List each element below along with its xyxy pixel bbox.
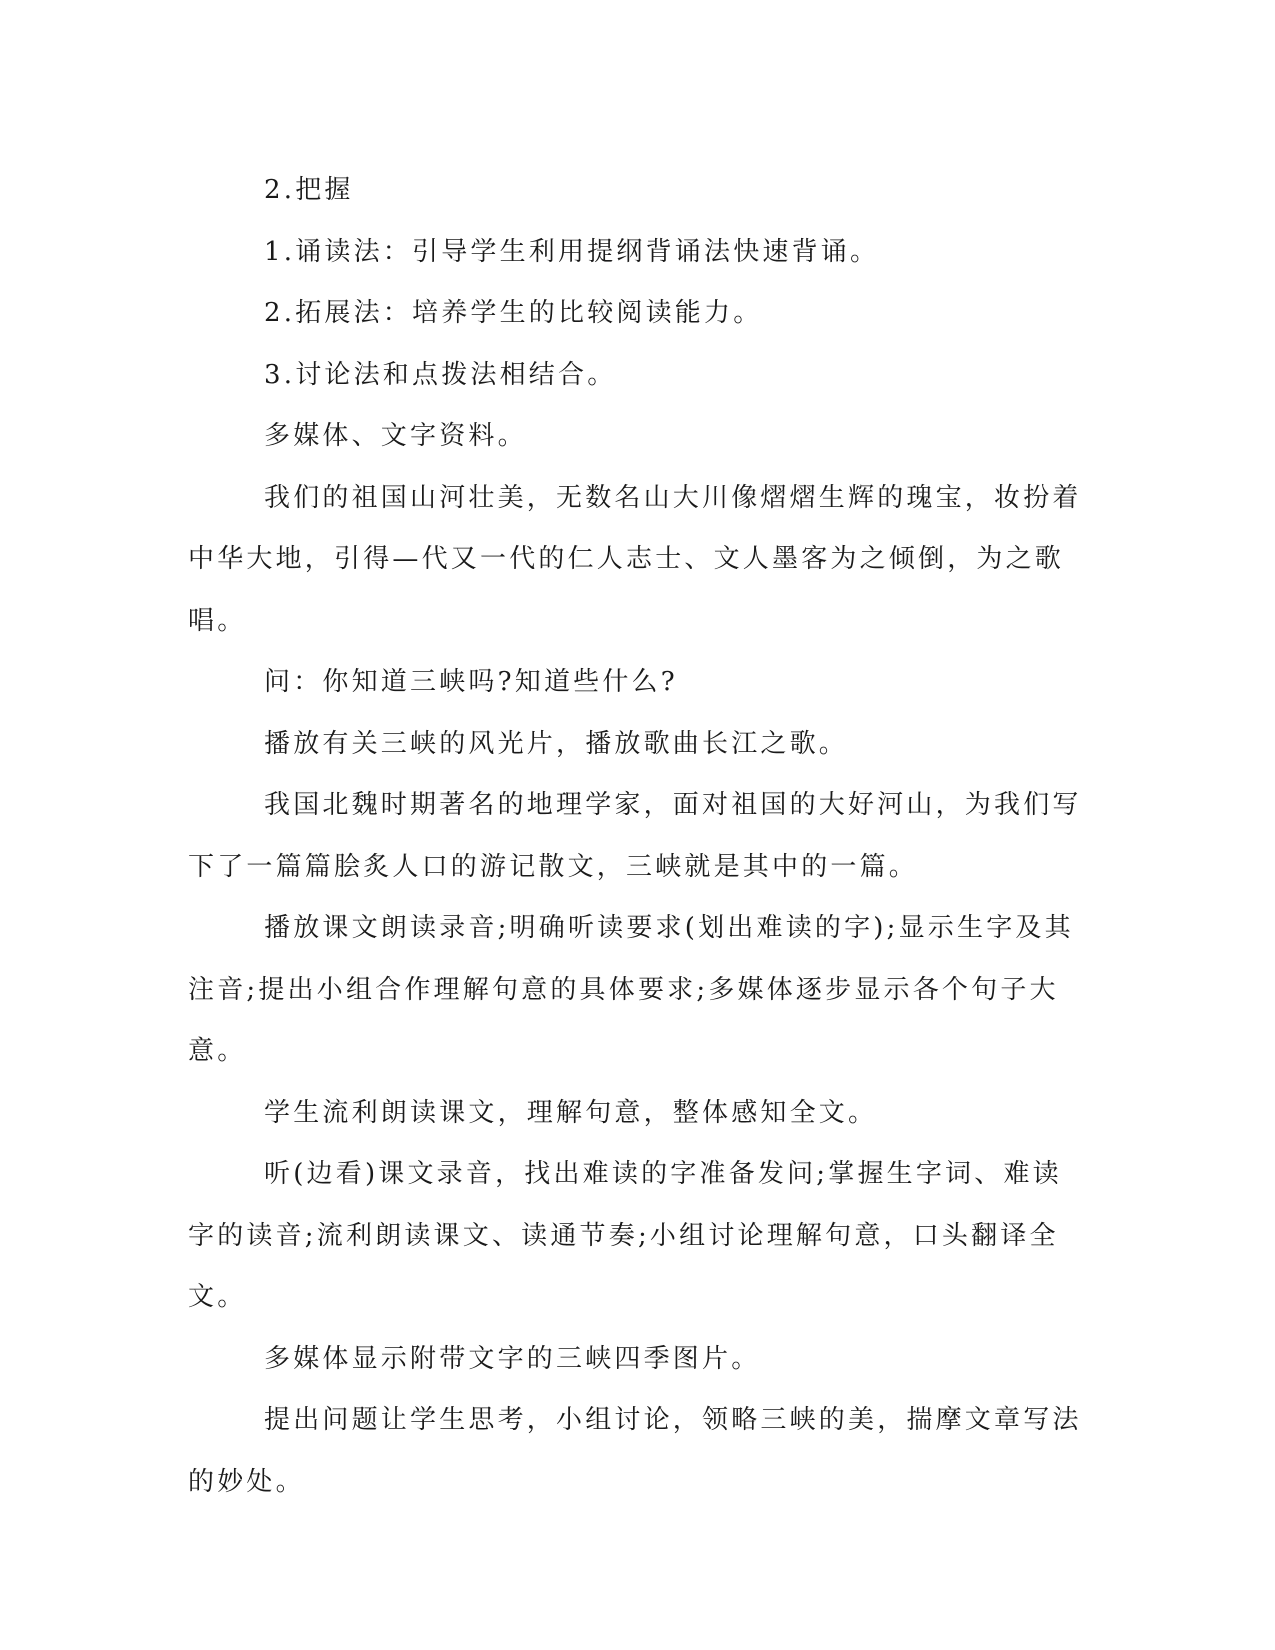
paragraph-heading: 2.把握 (264, 175, 354, 205)
paragraph: 提出问题让学生思考，小组讨论，领略三峡的美，揣摩文章写法的妙处。 (188, 1405, 1082, 1497)
paragraph: 听(边看)课文录音，找出难读的字准备发问;掌握生字词、难读字的读音;流利朗读课文、读通节奏;小组讨论理解句意，口头翻译全文。 (188, 1159, 1062, 1312)
paragraph: 播放课文朗读录音;明确听读要求(划出难读的字);显示生字及其注音;提出小组合作理解句意的具体要求;多媒体逐步显示各个句子大意。 (188, 913, 1074, 1066)
paragraph: 播放有关三峡的风光片，播放歌曲长江之歌。 (264, 728, 849, 759)
paragraph: 2.拓展法：培养学生的比较阅读能力。 (264, 298, 763, 328)
paragraph: 多媒体显示附带文字的三峡四季图片。 (264, 1343, 761, 1374)
paragraph: 多媒体、文字资料。 (264, 421, 527, 451)
paragraph: 问：你知道三峡吗?知道些什么? (264, 667, 678, 697)
paragraph: 3.讨论法和点拨法相结合。 (264, 359, 617, 390)
paragraph: 我国北魏时期著名的地理学家，面对祖国的大好河山，为我们写下了一篇篇脍炙人口的游记散文，三峡就是其中的一篇。 (188, 790, 1082, 882)
paragraph: 1.诵读法：引导学生利用提纲背诵法快速背诵。 (264, 236, 880, 267)
document-body (188, 160, 1088, 1513)
paragraph: 学生流利朗读课文，理解句意，整体感知全文。 (264, 1097, 878, 1128)
paragraph: 我们的祖国山河壮美，无数名山大川像熠熠生辉的瑰宝，妆扮着中华大地，引得—代又一代的仁人志士、文人墨客为之倾倒，为之歌唱。 (188, 482, 1082, 636)
